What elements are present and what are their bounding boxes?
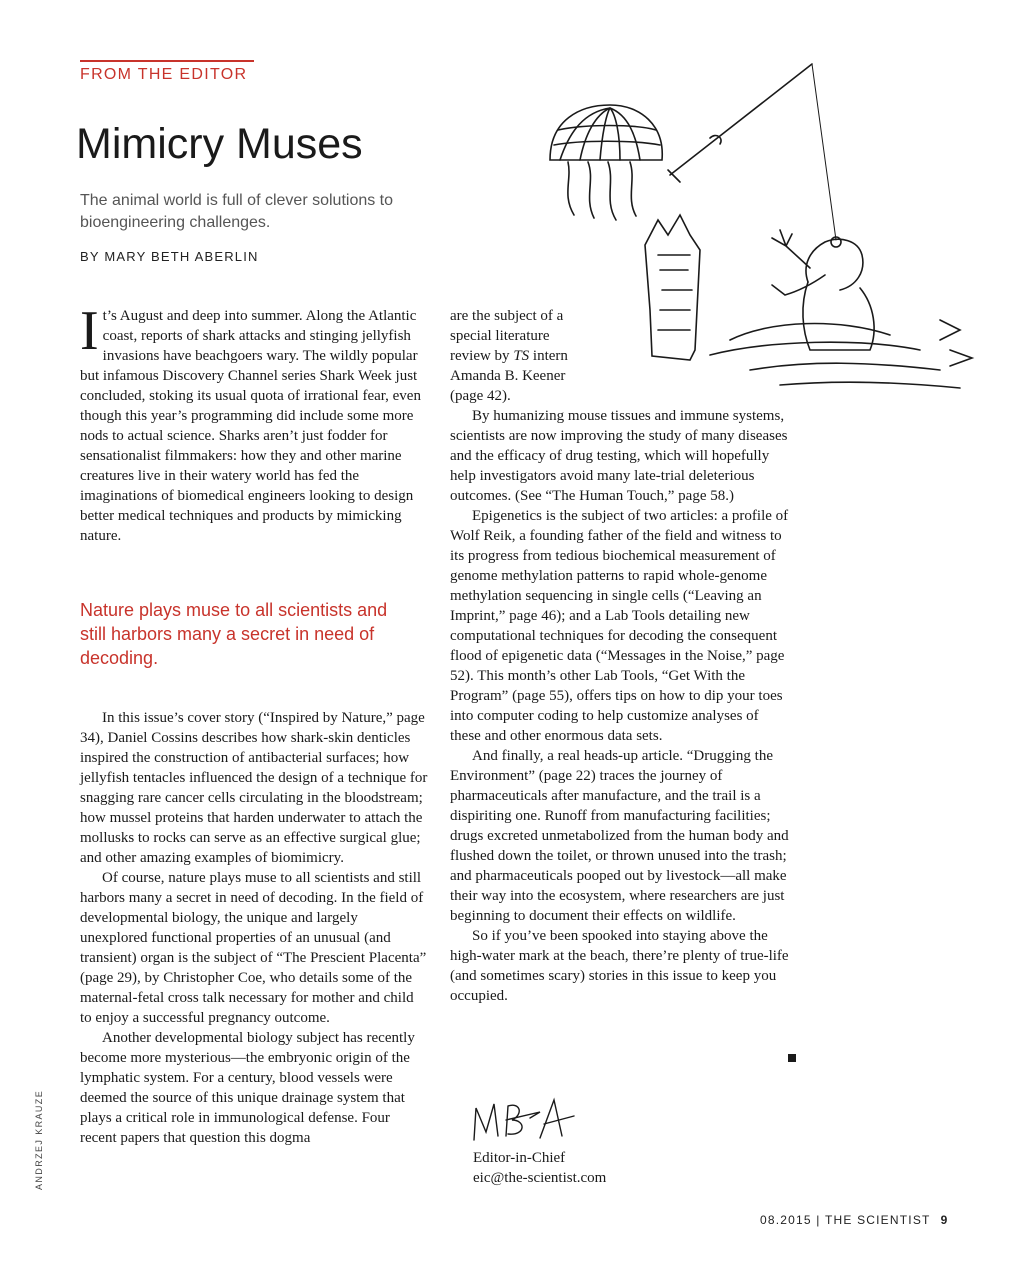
body-paragraph: In this issue’s cover story (“Inspired by Nature,” page 34), Daniel Cossins describes how shark-skin denticles inspired the construction of antibacterial surfaces; how jellyfish tentacles influenced the design of a technique for snagging rare cancer cells circulating in the bloodstream; how mussel proteins that harden underwater to attach the mollusks to rocks can serve as an effective surgical glue; and other amazing examples of biomimicry. [80,710,428,866]
column-1-body [80,708,428,1148]
fishing-line [812,64,836,240]
rock-pillar [645,215,700,360]
body-paragraph: Epigenetics is the subject of two articles: a profile of Wolf Reik, a founding father of the field and witness to its progress from tedious biochemical measurement of genome methylation patterns to rapid whole-genome methylation sequencing in single cells (“Leaving an Imprint,” page 46); and a Lab Tools detailing new computational techniques for decoding the consequent flood of epigenetic data (“Messages in the Noise,” page 52). This month’s other Lab Tools, “Get With the Program” (page 55), offers tips on how to dip your toes into computer coding to help customize analyses of these and other enormous data sets. [450,508,789,744]
continuation-text-end: intern Amanda B. Keener (page 42). [450,348,568,404]
section-rule [80,60,254,62]
page-folio [760,1213,948,1227]
intro-paragraph: t’s August and deep into summer. Along the Atlantic coast, reports of shark attacks and stinging jellyfish invasions have beachgoers wary. The wildly popular but infamous Discovery Channel series Shark Week just concluded, stoking its usual quota of irrational fear, even though this year’s programming did include some more nods to actual science. Sharks aren’t just fodder for sensationalist filmmakers: how they and other marine creatures live in their watery world has fed the imaginations of biomedical engineers looking to design better medical techniques and products by mimicking nature. [80,308,421,544]
publication-abbrev: TS [513,348,530,364]
body-paragraph: Of course, nature plays muse to all scientists and still harbors many a secret in need of decoding. In the field of developmental biology, the unique and largely unexplored functional properties of an unusual (and transient) organ is the subject of “The Prescient Placenta” (page 29), by Christopher Coe, who details some of the maternal-fetal cross talk necessary for mother and child to enjoy a successful pregnancy outcome. [80,870,427,1026]
water-ripples [710,324,960,388]
signoff-title: Editor-in-Chief [473,1150,566,1166]
signature [470,1092,590,1152]
fishing-rod [670,64,812,175]
byline: BY MARY BETH ABERLIN [80,249,259,264]
illustration-credit: ANDRZEJ KRAUZE [34,1089,44,1190]
pull-quote: Nature plays muse to all scientists and still harbors many a secret in need of decoding. [80,600,388,668]
column-1-intro [80,300,428,546]
column-2-continuation [450,306,580,406]
jellyfish [550,105,662,160]
continuation-text: are the subject of a special literature review by [450,308,564,364]
signoff-email: eic@the-scientist.com [473,1170,607,1186]
dropcap: I [80,300,99,362]
article-deck: The animal world is full of clever solutions to bioengineering challenges. [80,192,394,231]
article-title: Mimicry Muses [76,120,363,168]
end-mark [788,1054,796,1062]
section-label: FROM THE EDITOR [80,66,248,83]
body-paragraph: And finally, a real heads-up article. “Drugging the Environment” (page 22) traces the journey of pharmaceuticals after manufacture, and the trail is a dispiriting one. Runoff from manufacturing facilities; drugs excreted unmetabolized from the human body and flushed down the toilet, or thrown unused into the trash; and pharmaceuticals pooped out by livestock—all make their way into the ecosystem, where researchers are just beginning to document their effects on wildlife. [450,748,789,924]
body-paragraph: Another developmental biology subject has recently become more mysterious—the embryonic origin of the lymphatic system. For a century, blood vessels were deemed the source of this unique drainage system that plays a critical role in immunological defense. Four recent papers that question this dogma [80,1030,415,1146]
body-paragraph: By humanizing mouse tissues and immune systems, scientists are now improving the study of many diseases and the efficacy of drug testing, which will hopefully help investigators avoid many late-trial deleterious outcomes. (See “The Human Touch,” page 58.) [450,408,788,504]
column-2-body [450,406,792,1006]
cartoon-illustration [540,50,1010,400]
continuation-paragraph [450,306,580,406]
body-paragraph: So if you’ve been spooked into staying above the high-water mark at the beach, there’re plenty of true-life (and sometimes scary) stories in this issue to keep you occupied. [450,928,789,1004]
page-number: 9 [940,1213,949,1227]
folio-text: 08.2015 | THE SCIENTIST [760,1213,931,1227]
